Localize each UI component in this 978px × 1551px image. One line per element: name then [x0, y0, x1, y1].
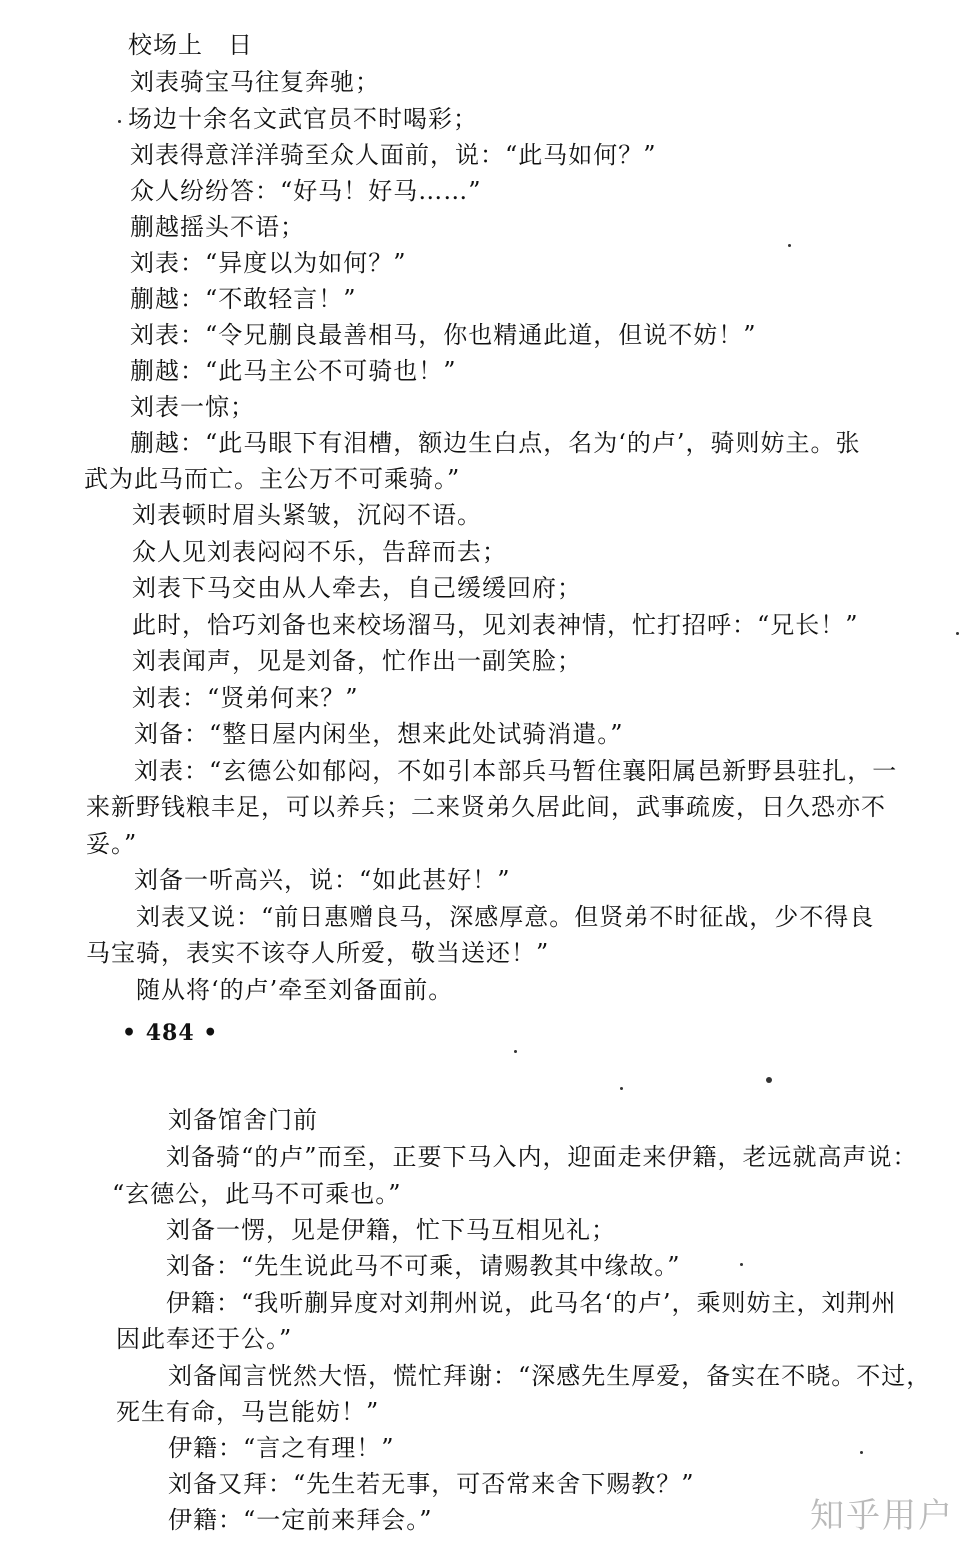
text-line: 伊籍：“我听蒯异度对刘荆州说，此马名‘的卢’，乘则妨主，刘荆州 — [166, 1289, 897, 1317]
text-line: 众人见刘表闷闷不乐，告辞而去； — [132, 538, 507, 566]
text-line: 马宝骑，表实不该夺人所爱，敬当送还！” — [86, 939, 550, 967]
text-line: 蒯越：“此马眼下有泪槽，额边生白点，名为‘的卢’，骑则妨主。张 — [130, 429, 861, 457]
lower-page — [0, 1075, 978, 1551]
text-line: 蒯越摇头不语； — [130, 213, 305, 241]
text-line: 随从将‘的卢’牵至刘备面前。 — [136, 976, 454, 1004]
text-line: 刘表一惊； — [130, 393, 255, 421]
text-line: 蒯越：“不敢轻言！” — [130, 285, 357, 313]
text-line: 刘表：“玄德公如郁闷，不如引本部兵马暂住襄阳属邑新野县驻扎，一 — [134, 757, 898, 785]
scan-speck — [514, 1050, 517, 1053]
text-line: 刘表得意洋洋骑至众人面前，说：“此马如何？” — [130, 141, 657, 169]
text-line: 妥。” — [86, 830, 138, 858]
text-line: 刘备一听高兴，说：“如此甚好！” — [134, 866, 511, 894]
text-line: 因此奉还于公。” — [116, 1325, 293, 1353]
text-line: 场边十余名文武官员不时喝彩； — [128, 105, 478, 133]
scan-speck — [620, 1087, 623, 1090]
text-line: “玄德公，此马不可乘也。” — [112, 1180, 402, 1208]
text-line: 刘表闻声，见是刘备，忙作出一副笑脸； — [132, 647, 582, 675]
text-line: 死生有命，马岂能妨！” — [116, 1398, 380, 1426]
watermark: 知乎用户 — [810, 1496, 954, 1536]
scan-speck — [956, 632, 959, 635]
text-line: 刘表又说：“前日惠赠良马，深感厚意。但贤弟不时征战，少不得良 — [136, 903, 875, 931]
text-line: 刘表顿时眉头紧皱，沉闷不语。 — [132, 501, 482, 529]
text-line: 刘备：“先生说此马不可乘，请赐教其中缘故。” — [166, 1252, 681, 1280]
scan-speck — [788, 244, 791, 247]
text-line: 刘备闻言恍然大悟，慌忙拜谢：“深感先生厚爱，备实在不晓。不过， — [168, 1362, 932, 1390]
scan-speck — [740, 1263, 743, 1266]
text-line: 刘表：“贤弟何来？” — [132, 684, 359, 712]
text-line: 武为此马而亡。主公万不可乘骑。” — [84, 465, 461, 493]
text-line: 刘表骑宝马往复奔驰； — [130, 68, 380, 96]
text-line: 刘备：“整日屋内闲坐，想来此处试骑消遣。” — [134, 720, 624, 748]
text-line: 众人纷纷答：“好马！好马……” — [130, 177, 482, 205]
text-line: 刘备骑“的卢”而至，正要下马入内，迎面走来伊籍，老远就高声说： — [166, 1143, 918, 1171]
page-number: • 484 • — [122, 1020, 219, 1046]
scene-heading: 刘备馆舍门前 — [168, 1106, 318, 1134]
text-line: 刘备一愣，见是伊籍，忙下马互相见礼； — [166, 1216, 616, 1244]
text-line: 刘备又拜：“先生若无事，可否常来舍下赐教？” — [168, 1470, 695, 1498]
scan-speck — [118, 120, 121, 123]
scan-speck — [860, 1451, 863, 1454]
text-line: 此时，恰巧刘备也来校场溜马，见刘表神情，忙打招呼：“兄长！” — [132, 611, 859, 639]
text-line: 蒯越：“此马主公不可骑也！” — [130, 357, 457, 385]
text-line: 来新野钱粮丰足，可以养兵；二来贤弟久居此间，武事疏废，日久恐亦不 — [86, 793, 886, 821]
text-line: 刘表：“异度以为如何？” — [130, 249, 407, 277]
text-line: 伊籍：“言之有理！” — [168, 1434, 395, 1462]
scene-heading: 校场上 日 — [128, 31, 253, 59]
text-line: 刘表下马交由从人牵去，自己缓缓回府； — [132, 574, 582, 602]
text-line: 刘表：“令兄蒯良最善相马，你也精通此道，但说不妨！” — [130, 321, 757, 349]
text-line: 伊籍：“一定前来拜会。” — [168, 1506, 433, 1534]
